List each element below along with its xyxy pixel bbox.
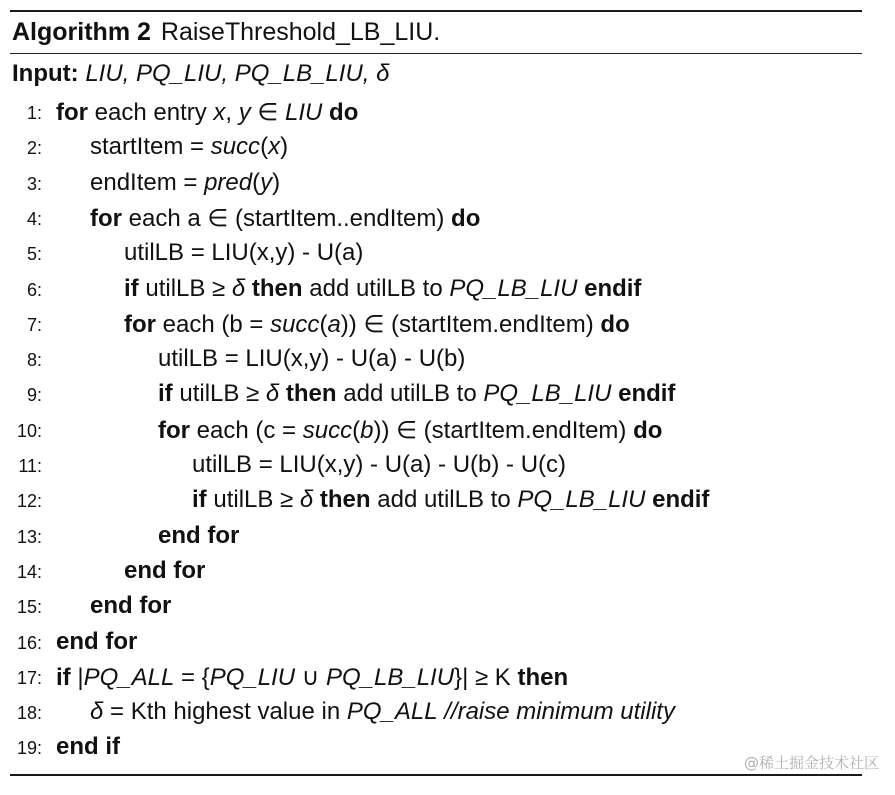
algorithm-line — [10, 592, 172, 626]
line-number: 12: — [16, 491, 42, 512]
algorithm-line — [10, 416, 663, 450]
keyword: if — [158, 380, 173, 408]
math-term: δ — [231, 274, 246, 302]
code-text: = { — [174, 663, 210, 691]
math-term: LIU — [285, 99, 323, 126]
math-term: δ — [299, 486, 314, 514]
top-rule — [10, 10, 862, 12]
code-text — [313, 486, 320, 513]
math-term: PQ_ALL — [346, 698, 438, 726]
keyword: for — [56, 99, 88, 126]
input-keyword: Input: — [12, 60, 79, 87]
code-text: = Kth highest value in — [103, 698, 347, 726]
line-code — [56, 98, 358, 127]
algorithm-line — [10, 168, 281, 203]
keyword: then — [319, 486, 371, 514]
line-code — [192, 451, 566, 479]
code-text: utilLB ≥ — [172, 380, 266, 408]
code-text: ( — [260, 133, 269, 161]
line-number: 17: — [16, 667, 42, 688]
code-text: ( — [352, 416, 361, 444]
line-number: 11: — [18, 456, 42, 476]
math-term: x — [213, 99, 226, 126]
code-text — [279, 380, 286, 407]
math-term: x — [268, 133, 281, 161]
code-text: add utilLB to — [302, 274, 450, 302]
line-code — [158, 345, 465, 373]
line-number: 18: — [16, 703, 42, 724]
keyword: if — [124, 274, 139, 302]
line-number: 2: — [26, 138, 42, 159]
line-code — [56, 733, 120, 761]
algorithm-line — [10, 451, 567, 485]
caption-name: RaiseThreshold_LB_LIU. — [160, 18, 441, 46]
math-term: b — [360, 416, 374, 444]
line-code — [90, 204, 480, 233]
input-params: LIU, PQ_LIU, PQ_LB_LIU, δ — [85, 60, 390, 87]
math-term: PQ_LB_LIU — [325, 663, 455, 691]
code-text: ∪ — [295, 663, 326, 691]
line-code — [124, 239, 363, 267]
code-text: }| ≥ K — [454, 663, 518, 691]
line-code — [90, 169, 280, 197]
keyword: then — [285, 380, 337, 408]
line-code — [90, 592, 171, 620]
line-number: 5: — [26, 244, 42, 265]
keyword: if — [192, 486, 207, 514]
watermark: @稀土掘金技术社区 — [743, 754, 879, 772]
math-term: succ — [302, 416, 353, 444]
line-number: 15: — [16, 597, 42, 618]
algorithm-line — [10, 627, 138, 662]
code-text: , — [225, 99, 239, 126]
math-term: a — [327, 310, 341, 338]
line-number: 6: — [26, 279, 42, 300]
line-code — [124, 557, 205, 585]
math-term: y — [260, 168, 273, 196]
line-code — [158, 522, 239, 550]
code-text: ) — [280, 133, 289, 161]
math-term: succ — [270, 310, 320, 338]
code-text: add utilLB to — [336, 380, 484, 408]
math-term: pred — [204, 168, 253, 196]
line-number: 9: — [26, 385, 42, 406]
algorithm-line — [10, 239, 364, 273]
line-code — [56, 628, 137, 656]
math-term: PQ_LIU — [209, 663, 296, 691]
code-text: add utilLB to — [370, 486, 518, 514]
keyword: endif — [652, 486, 710, 514]
line-number: 8: — [26, 350, 42, 371]
bottom-rule — [10, 774, 862, 776]
algorithm-line — [10, 521, 240, 556]
algorithm-line — [10, 556, 206, 591]
algorithm-line — [10, 663, 569, 697]
line-number: 13: — [16, 526, 42, 547]
code-text: )) ∈ (startItem.endItem) — [340, 310, 601, 338]
keyword: do — [633, 416, 663, 444]
algorithm-line — [10, 133, 289, 167]
keyword: do — [600, 310, 630, 338]
line-number: 3: — [26, 173, 42, 194]
algorithm-caption — [12, 18, 440, 47]
code-text: startItem = — [90, 133, 211, 161]
line-code — [158, 416, 662, 445]
code-text: ( — [319, 310, 328, 338]
line-number: 14: — [16, 561, 42, 582]
line-number: 16: — [16, 632, 42, 653]
line-code — [124, 275, 641, 303]
keyword: for — [124, 310, 156, 338]
code-text: utilLB = LIU(x,y) - U(a) - U(b) - U(c) — [192, 451, 567, 478]
math-term: δ — [265, 380, 280, 408]
line-code — [56, 663, 568, 692]
algorithm-line — [10, 345, 466, 379]
keyword: end for — [90, 592, 172, 620]
line-number: 7: — [26, 314, 42, 335]
algorithm-line — [10, 380, 676, 414]
math-term: PQ_LB_LIU — [483, 380, 612, 408]
line-code — [124, 310, 630, 339]
algorithm-line — [10, 98, 359, 132]
caption-rule — [10, 53, 862, 54]
code-text: each (c = — [190, 416, 303, 444]
line-number: 1: — [26, 103, 42, 123]
code-text: utilLB = LIU(x,y) - U(a) - U(b) — [158, 345, 466, 373]
algorithm-line — [10, 486, 710, 520]
keyword: endif — [584, 274, 642, 302]
keyword: do — [329, 99, 359, 126]
line-code — [158, 380, 675, 408]
code-text: ∈ — [250, 99, 285, 126]
code-text: ( — [252, 168, 261, 196]
algorithm-line — [10, 310, 630, 344]
math-term: y — [238, 99, 251, 126]
line-number: 10: — [16, 420, 42, 441]
keyword: endif — [618, 380, 676, 408]
algorithm-line — [10, 274, 642, 309]
code-text: each entry — [88, 99, 214, 126]
keyword: then — [517, 663, 569, 691]
code-text: ) — [272, 168, 281, 196]
input-line — [12, 60, 389, 88]
line-number: 4: — [26, 208, 42, 229]
code-text: )) ∈ (startItem.endItem) — [373, 416, 634, 444]
line-code — [90, 133, 288, 161]
code-text: utilLB ≥ — [206, 486, 300, 514]
keyword: end for — [56, 627, 138, 655]
code-text: | — [70, 663, 84, 691]
math-term: succ — [210, 133, 261, 161]
keyword: then — [251, 274, 303, 302]
code-text: utilLB ≥ — [138, 274, 232, 302]
algorithm-line — [10, 204, 481, 238]
math-term: PQ_ALL — [83, 663, 175, 691]
math-term: //raise minimum utility — [444, 698, 675, 726]
code-text: each a ∈ (startItem..endItem) — [122, 204, 452, 232]
math-term: PQ_LB_LIU — [449, 274, 578, 302]
code-text — [245, 275, 252, 302]
math-term: PQ_LB_LIU — [517, 486, 646, 514]
algorithm-line — [10, 733, 120, 767]
code-text: each (b = — [156, 310, 271, 338]
line-code — [90, 698, 675, 726]
caption-label: Algorithm 2 — [12, 18, 151, 46]
code-text: endItem = — [90, 168, 205, 196]
math-term: δ — [90, 698, 104, 726]
keyword: end if — [56, 733, 120, 761]
keyword: for — [158, 416, 190, 444]
algorithm-line — [10, 698, 675, 732]
line-code — [192, 486, 709, 514]
keyword: end for — [124, 556, 206, 584]
keyword: if — [56, 663, 71, 691]
code-text: utilLB = LIU(x,y) - U(a) — [124, 239, 364, 267]
keyword: for — [90, 204, 122, 232]
line-number: 19: — [16, 738, 42, 759]
keyword: do — [451, 204, 481, 232]
keyword: end for — [158, 521, 240, 549]
